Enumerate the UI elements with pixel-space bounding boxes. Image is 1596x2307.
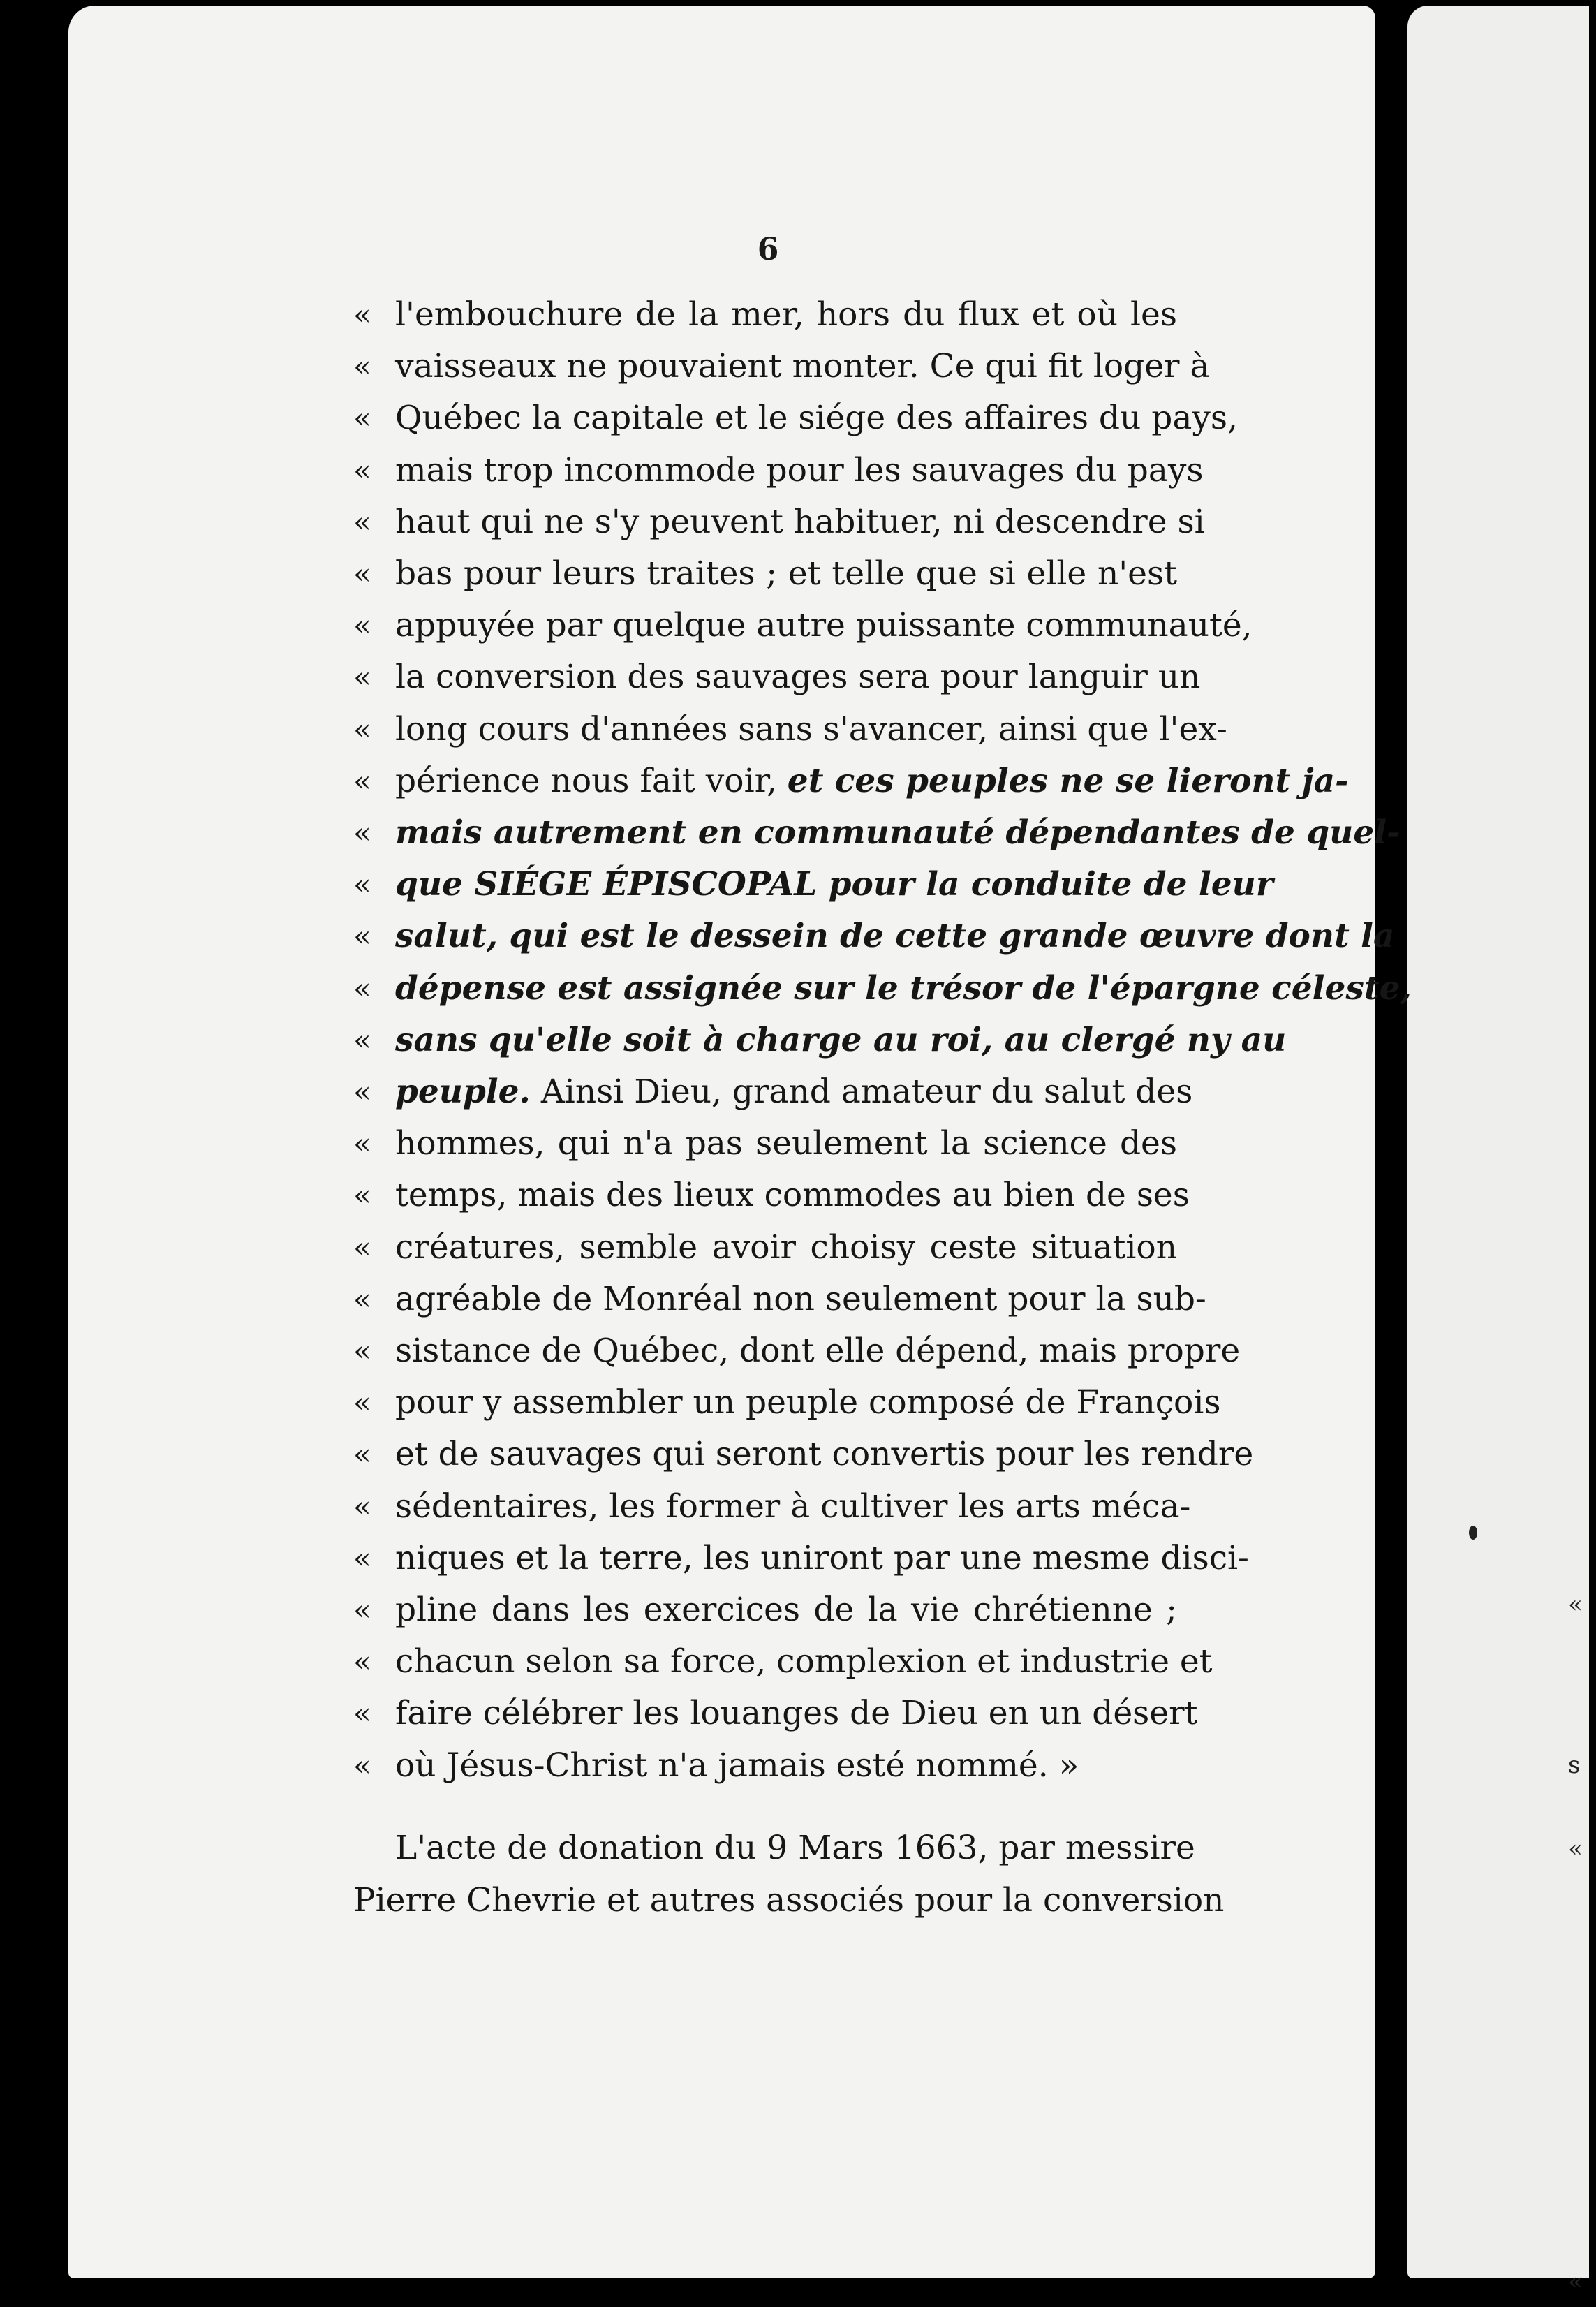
text-segment: mais trop incommode pour les sauvages du pays: [395, 451, 1204, 489]
text-segment: faire célébrer les louanges de Dieu en un désert: [395, 1694, 1198, 1732]
text-segment: chacun selon sa force, complexion et industrie et: [395, 1642, 1213, 1681]
quote-mark: «: [353, 1644, 371, 1679]
quote-mark: «: [353, 1748, 371, 1783]
text-segment: bas pour leurs traites ; et telle que si elle n'est: [395, 554, 1177, 593]
text-segment: agréable de Monréal non seulement pour la sub-: [395, 1280, 1206, 1318]
italic-text: que SIÉGE ÉPISCOPAL pour la conduite de leur: [395, 865, 1273, 904]
facing-page-mark: «: [1568, 2268, 1583, 2296]
quote-mark: «: [353, 1437, 371, 1471]
text-line: [395, 1276, 1206, 1322]
quote-mark: «: [353, 1230, 371, 1265]
quote-mark: «: [353, 1385, 371, 1420]
quote-mark: «: [353, 712, 371, 746]
text-line: [395, 1328, 1241, 1374]
text-segment: long cours d'années sans s'avancer, ainsi que l'ex-: [395, 710, 1227, 749]
quote-mark: «: [353, 1593, 371, 1627]
text-line: [395, 603, 1253, 649]
text-line: [395, 1743, 1177, 1789]
facing-page-mark: s: [1568, 1751, 1581, 1779]
italic-text: dépense est assignée sur le trésor de l'épargne céleste,: [395, 969, 1412, 1008]
quote-mark: «: [353, 297, 371, 332]
quote-mark: «: [353, 816, 371, 850]
text-line: [395, 758, 1349, 804]
text-segment: appuyée par quelque autre puissante communauté,: [395, 606, 1253, 644]
text-line: [395, 344, 1210, 390]
quote-mark: «: [353, 660, 371, 694]
text-line: [395, 1380, 1221, 1426]
text-line: [395, 395, 1238, 441]
text-line: [395, 1431, 1254, 1477]
text-line: [395, 1017, 1287, 1063]
text-segment: pour y assembler un peuple composé de François: [395, 1383, 1221, 1422]
text-segment: hommes, qui n'a pas seulement la science des: [395, 1124, 1177, 1163]
text-line: [395, 966, 1412, 1012]
text-line: [395, 810, 1401, 856]
text-segment: créatures, semble avoir choisy ceste situation: [395, 1228, 1177, 1267]
quote-mark: «: [353, 608, 371, 642]
quote-mark: «: [353, 1334, 371, 1368]
quote-mark: «: [353, 401, 371, 435]
quote-mark: «: [353, 1075, 371, 1109]
text-segment: sédentaires, les former à cultiver les arts méca-: [395, 1487, 1191, 1526]
italic-text: mais autrement en communauté dépendantes de quel-: [395, 813, 1401, 852]
text-line: [395, 1121, 1177, 1167]
text-line: [395, 551, 1177, 597]
quote-mark: «: [353, 1541, 371, 1575]
text-segment: Québec la capitale et le siége des affaires du pays,: [395, 399, 1238, 437]
text-line: [395, 1587, 1177, 1633]
text-segment: sistance de Québec, dont elle dépend, mais propre: [395, 1332, 1241, 1370]
text-line: [395, 1484, 1191, 1530]
text-segment: haut qui ne s'y peuvent habituer, ni descendre si: [395, 503, 1205, 541]
text-segment: et de sauvages qui seront convertis pour les rendre: [395, 1435, 1254, 1473]
quote-mark: «: [353, 1489, 371, 1524]
quote-mark: «: [353, 919, 371, 953]
page-number: 6: [757, 232, 779, 267]
text-line: [395, 1535, 1249, 1582]
text-line: [395, 292, 1177, 338]
text-segment: la conversion des sauvages sera pour languir un: [395, 658, 1201, 696]
quote-mark: «: [353, 764, 371, 798]
text-line: [395, 654, 1201, 700]
italic-text: et ces peuples ne se lieront ja-: [787, 762, 1349, 800]
text-segment: pline dans les exercices de la vie chrétienne ;: [395, 1591, 1177, 1629]
text-line: [395, 707, 1227, 753]
text-segment: Ainsi Dieu, grand amateur du salut des: [530, 1073, 1193, 1111]
quote-mark: «: [353, 867, 371, 901]
text-segment: vaisseaux ne pouvaient monter. Ce qui fit loger à: [395, 347, 1210, 385]
text-line: [395, 1172, 1190, 1218]
facing-page-mark: «: [1568, 1835, 1583, 1863]
text-segment: temps, mais des lieux commodes au bien de ses: [395, 1176, 1190, 1214]
facing-page-mark: «: [1568, 1591, 1583, 1619]
text-line: [395, 1690, 1198, 1737]
text-line: [395, 1069, 1193, 1115]
quote-mark: «: [353, 349, 371, 383]
quote-mark: «: [353, 971, 371, 1005]
text-segment: l'embouchure de la mer, hors du flux et où les: [395, 295, 1177, 334]
text-line: [395, 499, 1205, 545]
text-line: [395, 1639, 1213, 1685]
quote-mark: «: [353, 557, 371, 591]
text-segment: périence nous fait voir,: [395, 762, 788, 800]
text-line: [395, 862, 1273, 908]
paragraph-line: Pierre Chevrie et autres associés pour la conversion: [353, 1881, 1225, 1919]
text-segment: niques et la terre, les uniront par une mesme disci-: [395, 1539, 1249, 1577]
paragraph-line: L'acte de donation du 9 Mars 1663, par messire: [395, 1829, 1195, 1867]
text-segment: où Jésus-Christ n'a jamais esté nommé. »: [395, 1746, 1079, 1785]
quote-mark: «: [353, 1282, 371, 1316]
italic-text: peuple.: [395, 1073, 531, 1111]
quote-mark: «: [353, 505, 371, 539]
quote-mark: «: [353, 1696, 371, 1730]
text-line: [395, 1225, 1177, 1271]
italic-text: sans qu'elle soit à charge au roi, au clergé ny au: [395, 1021, 1287, 1059]
text-line: [395, 448, 1204, 494]
text-line: [395, 913, 1395, 959]
quote-mark: «: [353, 1178, 371, 1212]
italic-text: salut, qui est le dessein de cette grande œuvre dont la: [395, 917, 1395, 955]
quote-mark: «: [353, 1023, 371, 1057]
quote-mark: «: [353, 1126, 371, 1160]
quote-mark: «: [353, 453, 371, 487]
